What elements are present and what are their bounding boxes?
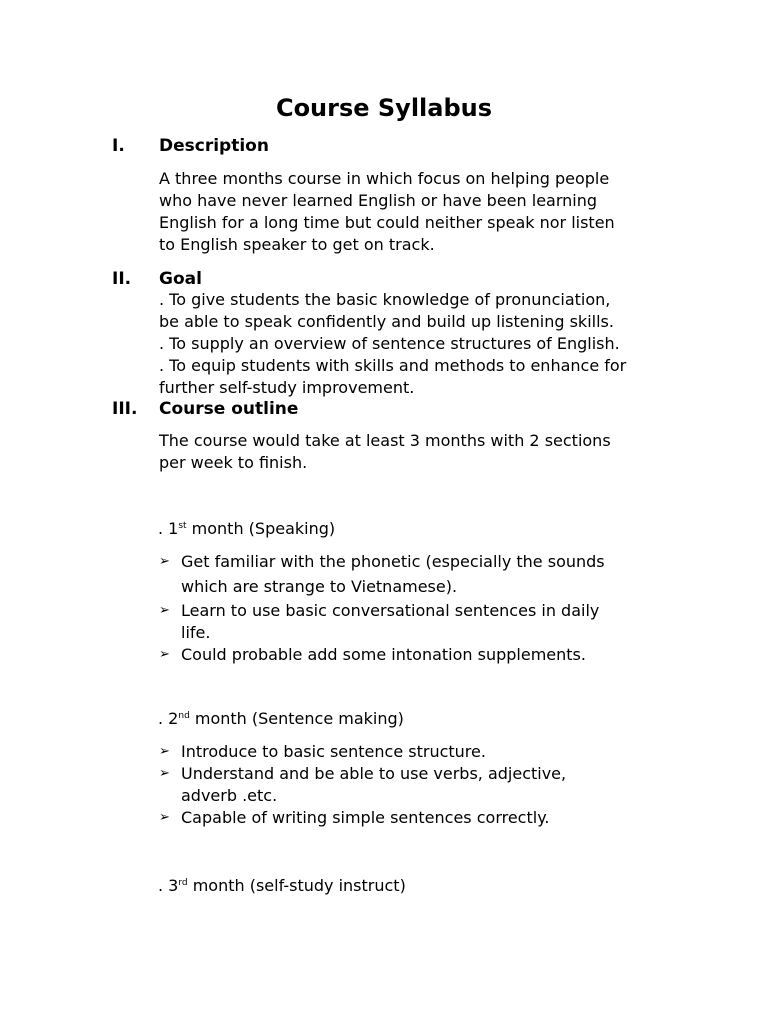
paragraph-line: be able to speak confidently and build up listening skills. <box>159 312 614 331</box>
paragraph-line: . To equip students with skills and methods to enhance for <box>159 356 627 375</box>
section-heading-description: Description <box>159 136 269 156</box>
page-title: Course Syllabus <box>275 94 493 122</box>
section-heading-course-outline: Course outline <box>159 399 299 419</box>
goal-paragraph <box>159 289 699 399</box>
arrow-bullet-icon: ➢ <box>159 603 170 618</box>
list-item: ➢ Get familiar with the phonetic (especially the sounds which are strange to Vietnamese). <box>159 552 605 596</box>
list-item: ➢ Understand and be able to use verbs, adjective, adverb .etc. <box>159 764 567 805</box>
paragraph-line: . To supply an overview of sentence structures of English. <box>159 334 620 353</box>
course-outline-paragraph <box>159 430 699 474</box>
ordinal-suffix: rd <box>178 878 188 888</box>
list-item: ➢ Introduce to basic sentence structure. <box>159 742 486 761</box>
list-item: ➢ Learn to use basic conversational sentences in daily life. <box>159 601 600 642</box>
arrow-bullet-icon: ➢ <box>159 647 170 662</box>
section-number: II. <box>112 269 132 289</box>
description-paragraph <box>159 168 699 256</box>
list-item: ➢ Could probable add some intonation supplements. <box>159 645 586 664</box>
month-heading: . 2nd month (Sentence making) <box>158 709 404 728</box>
ordinal-suffix: nd <box>178 711 190 721</box>
ordinal-suffix: st <box>178 521 187 531</box>
paragraph-line: A three months course in which focus on helping people <box>159 169 610 188</box>
paragraph-line: . To give students the basic knowledge of pronunciation, <box>159 290 611 309</box>
month-2-list <box>159 741 719 829</box>
paragraph-line: English for a long time but could neither speak nor listen <box>159 213 615 232</box>
paragraph-line: further self-study improvement. <box>159 378 415 397</box>
paragraph-line: The course would take at least 3 months with 2 sections <box>159 431 611 450</box>
section-number: III. <box>112 399 138 419</box>
month-heading: . 1st month (Speaking) <box>158 519 336 538</box>
arrow-bullet-icon: ➢ <box>159 554 170 569</box>
paragraph-line: to English speaker to get on track. <box>159 235 435 254</box>
list-item: ➢ Capable of writing simple sentences correctly. <box>159 808 550 827</box>
arrow-bullet-icon: ➢ <box>159 810 170 825</box>
section-number: I. <box>112 136 125 156</box>
month-heading: . 3rd month (self-study instruct) <box>158 876 406 895</box>
month-1-list <box>159 551 719 666</box>
arrow-bullet-icon: ➢ <box>159 766 170 781</box>
paragraph-line: per week to finish. <box>159 453 308 472</box>
paragraph-line: who have never learned English or have been learning <box>159 191 598 210</box>
arrow-bullet-icon: ➢ <box>159 744 170 759</box>
section-heading-goal: Goal <box>159 269 202 289</box>
